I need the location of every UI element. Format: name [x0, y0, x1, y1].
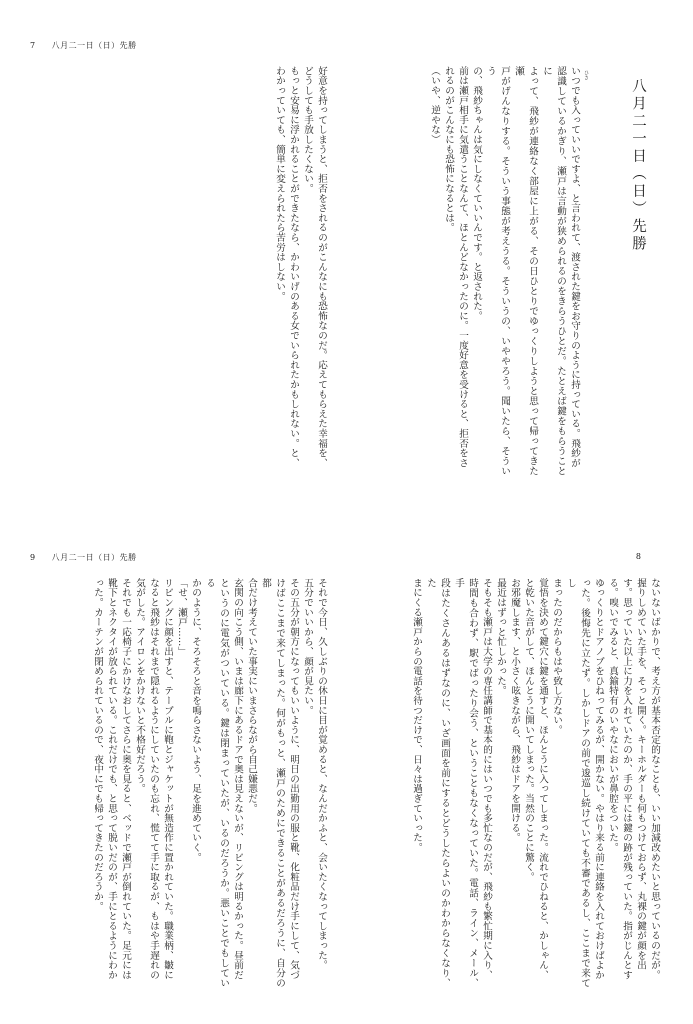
- paragraph: わかっていても、簡単に変えられたら苦労はしない。: [274, 66, 285, 302]
- paragraph: ゆっくりとドアノブをひねってみるが、開かない。やはり来る前に連絡を入れておけばよか: [593, 578, 604, 980]
- paragraph: 認識しているかぎり、瀬戸は言動が狭められるのをきらうひとだ。たとえば鍵をもらうことに: [541, 66, 566, 476]
- paragraph: 玄関の向こう側、いまは廊下にあるドアで奥は見えないが、リビングは明るかった。昼前だ: [232, 578, 243, 980]
- paragraph: まったのだからもはや致し方ない。: [551, 578, 562, 735]
- page-number: 7: [30, 41, 36, 50]
- paragraph: まにくる瀬戸からの電話を待つだけで、日々は過ぎていった。: [411, 578, 422, 853]
- paragraph: そもそも瀬戸は大学の専任講師で基本的にはいつでも多忙なのだが、飛紗も繁忙期に入り、: [481, 578, 492, 980]
- paragraph: 気がした。アイロンをかけないと不格好だろう。: [134, 578, 145, 794]
- body-text-column: [272, 66, 328, 476]
- paragraph: いつでも入っていいですよ、と言われて、渡された鍵をお守りのように持っている。飛紗が: [569, 66, 580, 468]
- paragraph: 最近はずっと忙しかった。: [495, 578, 506, 696]
- paragraph: もっと安易に浮かれることができたなら、かわいげのある女でいられたかもしれない。と、: [288, 66, 299, 468]
- paragraph: ないないばかりで、考え方が基本否定的なことも、いい加減改めたいと思っているのだが。: [649, 578, 660, 980]
- page-chapter-start: [347, 0, 693, 512]
- paragraph: リビングに顔を出すと、テーブルに鞄とジャケットが無造作に置かれていた。職業柄、皺に: [162, 578, 173, 980]
- spread-bottom: [0, 512, 693, 1024]
- paragraph: 好意を持ってしまうと、拒否をされるのがこんなにも恐怖なのだ。応えてもらえた幸福を、: [316, 66, 327, 468]
- paragraph: 握りしめていた手を、そっと開く。キーホルダーも何もつけておらず、丸裸の鍵が顔を出: [635, 578, 646, 970]
- paragraph: それでも一応椅子にかけなおしてさらに奥を見ると、ベッドで瀬戸が倒れていた。足元には: [120, 578, 131, 980]
- chapter-title: 八月二一日（日）先勝: [630, 78, 646, 253]
- paragraph: （いや、逆やな）: [429, 66, 440, 145]
- paragraph: お邪魔します、と小さく呟きながら、飛紗はドアを開ける。: [509, 578, 520, 843]
- paragraph: 靴下とネクタイが放られている。これだけでも、と思って脱いだのが、手にとるようにわか: [106, 578, 117, 980]
- page-7: [0, 0, 346, 512]
- paragraph: と乾いた音がして、ほんとうに開いてしまった。当然のことに驚く。: [523, 578, 534, 882]
- paragraph: 覚悟を決めて鍵穴に鍵を通すと、ほんとうに入ってしまった。流れでひねると、かしゃん、: [537, 578, 548, 980]
- paragraph: というのに電気がついている。鍵は閉まっていたが、いるのだろうか。悪いことでもしている: [204, 578, 229, 988]
- ruby-annotation: ひさ: [583, 70, 589, 80]
- paragraph: その五分が朝方になってもいいように、明日の出勤用の服と靴、化粧品だけ手にして、気づ: [288, 578, 299, 980]
- paragraph: れるのがこんなにも恐怖になるとは。: [443, 66, 454, 233]
- paragraph: 「せ、瀬戸……」: [176, 578, 187, 657]
- paragraph: 戸がげんなりする。そういう事態が考えうる。そういうの、いややろう。聞いたら、そういう: [485, 66, 510, 476]
- paragraph: の、飛紗ちゃんは気にしなくていいんです。と返された。: [471, 66, 482, 321]
- body-text-column: [90, 578, 328, 988]
- paragraph: す。思っていた以上に力を入れていたのか、手の平には鍵の跡が残っていた。指がじんとす: [621, 578, 632, 980]
- paragraph: よって、飛紗が連絡なく部屋に上がる、その日ひとりでゆっくりしようと思って帰ってきた瀬: [513, 66, 538, 476]
- paragraph: 段はたくさんあるはずなのに、いざ画面を前にするとどうしたらよいのかわからなくなり、た: [425, 578, 450, 988]
- paragraph: 合だけ考えていた事実にいまさらながら自己嫌悪だ。: [246, 578, 257, 814]
- running-head-title: 八月二一日（日）先勝: [51, 553, 137, 562]
- running-header: [30, 40, 137, 51]
- paragraph: けばここまで来てしまった。何がもっと、瀬戸のためにできることがあるだろうに、自分の都: [260, 578, 285, 988]
- paragraph: どうしても手放したくない。: [302, 66, 313, 194]
- paragraph: なると飛紗はそれまで隠れるようにしていたのも忘れ、慌てて手に取るが、もはや手遅れの: [148, 578, 159, 980]
- page-8: [347, 512, 693, 1024]
- paragraph: 時間も合わず、駅でばったり会う、ということもなくなっていた。電話、ライン、メール、手: [453, 578, 478, 988]
- paragraph: 五分でいいから、顔が見たい。: [302, 578, 313, 716]
- paragraph: った。カーテンが閉められているので、夜中にでも帰ってきたのだろうか。: [92, 578, 103, 912]
- paragraph: それで今日、久しぶりの休日に目が覚めると、なんだかふと、会いたくなってしまった。: [316, 578, 327, 970]
- page-number: 8: [635, 552, 641, 561]
- page-number: 9: [30, 553, 36, 562]
- paragraph: かのように、そろそろと音を鳴らさないよう、足を進めていく。: [190, 578, 201, 863]
- body-text-column: [427, 66, 581, 476]
- paragraph: った。後悔先に立たず。しかしドアの前で逡巡し続けていても不審であるし、ここまで来てし: [565, 578, 590, 988]
- page-9: [0, 512, 346, 1024]
- running-head-title: 八月二一日（日）先勝: [51, 41, 137, 50]
- paragraph: る。嗅いでみると、真鍮特有のいやなにおいが鼻腔をついた。: [607, 578, 618, 853]
- running-header: [30, 552, 137, 563]
- paragraph: 前は瀬戸相手に気遣うことなんて、ほとんどなかったのに。一度好意を受けると、拒否をさ: [457, 66, 468, 468]
- body-text-column: [409, 578, 661, 988]
